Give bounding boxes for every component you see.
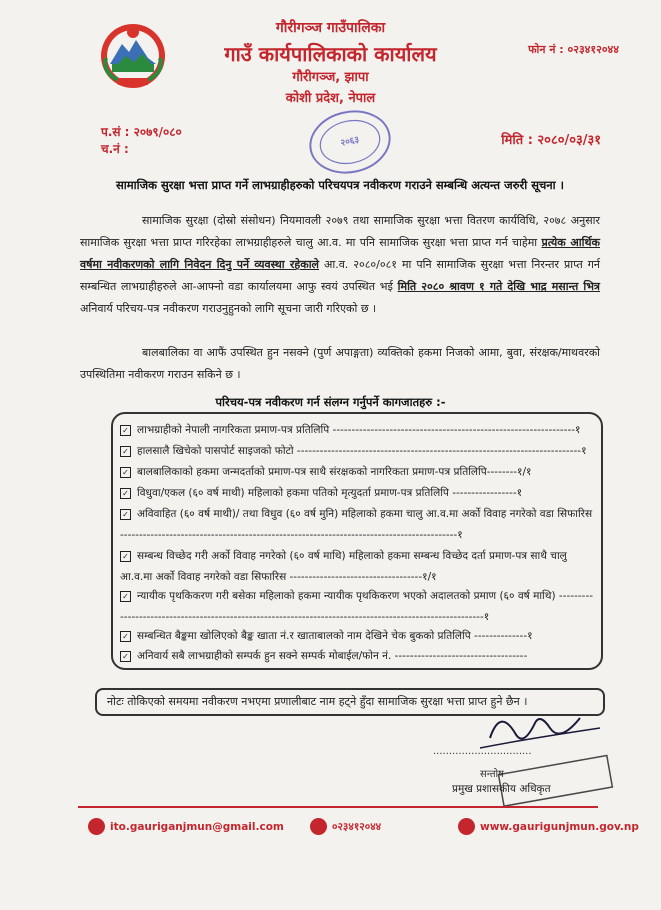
office-location: गौरीगञ्ज, झापा bbox=[292, 70, 369, 85]
checklist-item bbox=[120, 441, 596, 462]
footer-email bbox=[88, 818, 284, 835]
office-seal-stamp bbox=[303, 106, 397, 178]
paragraph-main bbox=[80, 210, 600, 320]
checklist-item-text: सम्बन्ध विच्छेद गरी अर्को विवाह नगरेको (६० वर्ष माथि) महिलाको हकमा सम्बन्ध विच्छेद दर्ता प्रमाण-पत्र साथै चालु आ.व.मा अर्को विवाह नगरेको वडा सिफारिस -----------------------------------१/१ bbox=[120, 550, 567, 583]
municipality-name: गौरीगञ्ज गाउँपालिका bbox=[275, 20, 386, 36]
office-province: कोशी प्रदेश, नेपाल bbox=[285, 91, 376, 106]
stamp-year: २०६३ bbox=[339, 135, 361, 149]
checkbox-icon: ✓ bbox=[120, 651, 131, 662]
notice-subject: सामाजिक सुरक्षा भत्ता प्राप्त गर्ने लाभग्राहीहरुको परिचयपत्र नवीकरण गराउने सम्बन्धि अत्यन्त जरुरी सूचना । bbox=[116, 178, 564, 192]
para1-part-a: सामाजिक सुरक्षा (दोस्रो संसोधन) नियमावली २०७९ तथा सामाजिक सुरक्षा भत्ता वितरण कार्यविधि, २०७८ अनुसार सामाजिक सुरक्षा भत्ता प्राप्त गरिरहेका लाभग्राहीहरुले चालु आ.व. मा पनि सामाजिक सुरक्षा भत्ता प्राप्त गर्न चाहेमा bbox=[80, 214, 600, 249]
para1-highlight-1: प्रत्येक आर्थिक वर्षमा नवीकरणको लागि निवेदन दिनु पर्ने व्यवस्था रहेकाले bbox=[80, 236, 600, 271]
note-box: नोटः तोकिएको समयमा नवीकरण नभएमा प्रणालीबाट नाम हट्ने हुँदा सामाजिक सुरक्षा भत्ता प्राप्त हुने छैन । bbox=[95, 688, 605, 716]
checklist-item-text: लाभग्राहीको नेपाली नागरिकता प्रमाण-पत्र प्रतिलिपि ----------------------------------------------------------------१ bbox=[137, 424, 581, 436]
checkbox-icon: ✓ bbox=[120, 631, 131, 642]
reference-number: प.सं : २०७९/०८० bbox=[101, 125, 182, 139]
dispatch-number: च.नं : bbox=[101, 142, 129, 156]
checklist-item bbox=[120, 462, 596, 483]
checkbox-icon: ✓ bbox=[120, 446, 131, 457]
email-icon bbox=[88, 818, 105, 835]
signature-dots: ............................... bbox=[433, 746, 532, 757]
checklist-item bbox=[120, 646, 596, 667]
footer-phone bbox=[310, 818, 381, 835]
notice-date: मिति : २०८०/०३/३१ bbox=[501, 133, 601, 148]
checklist-item-text: न्यायीक पृथकिकरण गरी बसेका महिलाको हकमा न्यायीक पृथकिकरण भएको अदालतको प्रमाण (६० वर्ष माथि) ---------------------------------------------------------------------------------------------------------१ bbox=[120, 590, 594, 623]
checklist-item-text: बालबालिकाको हकमा जन्मदर्ताको प्रमाण-पत्र साथै संरक्षकको नागरिकता प्रमाण-पत्र प्रतिलिपि--------१/१ bbox=[137, 466, 532, 478]
checklist-item-text: अनिवार्य सबै लाभग्राहीको सम्पर्क हुन सक्ने सम्पर्क मोबाईल/फोन नं. ----------------------------------- bbox=[137, 650, 528, 662]
footer-website bbox=[458, 818, 639, 835]
para1-part-c: आ.व. २०८०/०८१ मा पनि सामाजिक सुरक्षा भत्ता निरन्तर प्राप्त गर्न सम्बन्धित लाभग्राहीहरुले आ-आफ्नो वडा कार्यालयमा आफु स्वयं उपस्थित भई bbox=[80, 258, 600, 293]
checkbox-icon: ✓ bbox=[120, 425, 131, 436]
checkbox-icon: ✓ bbox=[120, 591, 131, 602]
para1-highlight-2: मिति २०८० श्रावण १ गते देखि भाद्र मसान्त भित्र bbox=[397, 280, 600, 293]
checklist-item bbox=[120, 504, 596, 546]
checklist-item bbox=[120, 626, 596, 647]
checkbox-icon: ✓ bbox=[120, 551, 131, 562]
checklist-item-text: हालसालै खिचेको पासपोर्ट साइजको फोटो ---------------------------------------------------------------------------१ bbox=[137, 445, 587, 457]
globe-icon bbox=[458, 818, 475, 835]
documents-heading: परिचय-पत्र नवीकरण गर्न संलग्न गर्नुपर्ने कागजातहरु :- bbox=[215, 395, 446, 409]
checklist-item bbox=[120, 483, 596, 504]
checklist-item bbox=[120, 586, 596, 628]
checklist-item bbox=[120, 420, 596, 441]
phone-icon bbox=[310, 818, 327, 835]
checkbox-icon: ✓ bbox=[120, 509, 131, 520]
signatory-name: सन्तोष bbox=[480, 769, 504, 780]
checkbox-icon: ✓ bbox=[120, 488, 131, 499]
paragraph-guardian: बालबालिका वा आफैं उपस्थित हुन नसक्ने (पुर्ण अपाङ्गता) व्यक्तिको हकमा निजको आमा, बुवा, संरक्षक/माथवरको उपस्थितिमा नवीकरण गराउन सकिने छ । bbox=[80, 346, 600, 381]
footer-divider bbox=[78, 806, 598, 808]
signatory-title: प्रमुख प्रशासकीय अधिकृत bbox=[452, 783, 551, 795]
checkbox-icon: ✓ bbox=[120, 467, 131, 478]
checklist-item-text: विधुवा/एकल (६० वर्ष माथी) महिलाको हकमा पतिको मृत्युदर्ता प्रमाण-पत्र प्रतिलिपि -----------------१ bbox=[137, 487, 523, 499]
checklist-item bbox=[120, 546, 596, 588]
footer-website-text: www.gaurigunjmun.gov.np bbox=[480, 820, 639, 833]
para1-part-e: अनिवार्य परिचय-पत्र नवीकरण गराउनुहुनको लागि सूचना जारी गरिएको छ । bbox=[80, 302, 377, 315]
office-name: गाउँ कार्यपालिकाको कार्यालय bbox=[224, 42, 437, 66]
header-phone: फोन नं : ०२३४१२०४४ bbox=[528, 43, 619, 56]
checklist-item-text: अविवाहित (६० वर्ष माथी)/ तथा विधुव (६० वर्ष मुनि) महिलाको हकमा चालु आ.व.मा अर्को विवाह नगरेको वडा सिफारिस -----------------------------------------------------------------------------------------१ bbox=[120, 508, 593, 541]
footer-phone-text: ०२३४१२०४४ bbox=[332, 820, 382, 833]
checklist-item-text: सम्बन्धित बैङ्कमा खोलिएको बैङ्क खाता नं.र खाताबालको नाम देखिने चेक बुकको प्रतिलिपि --------------१ bbox=[137, 630, 533, 642]
footer-email-text: ito.gauriganjmun@gmail.com bbox=[110, 820, 284, 833]
